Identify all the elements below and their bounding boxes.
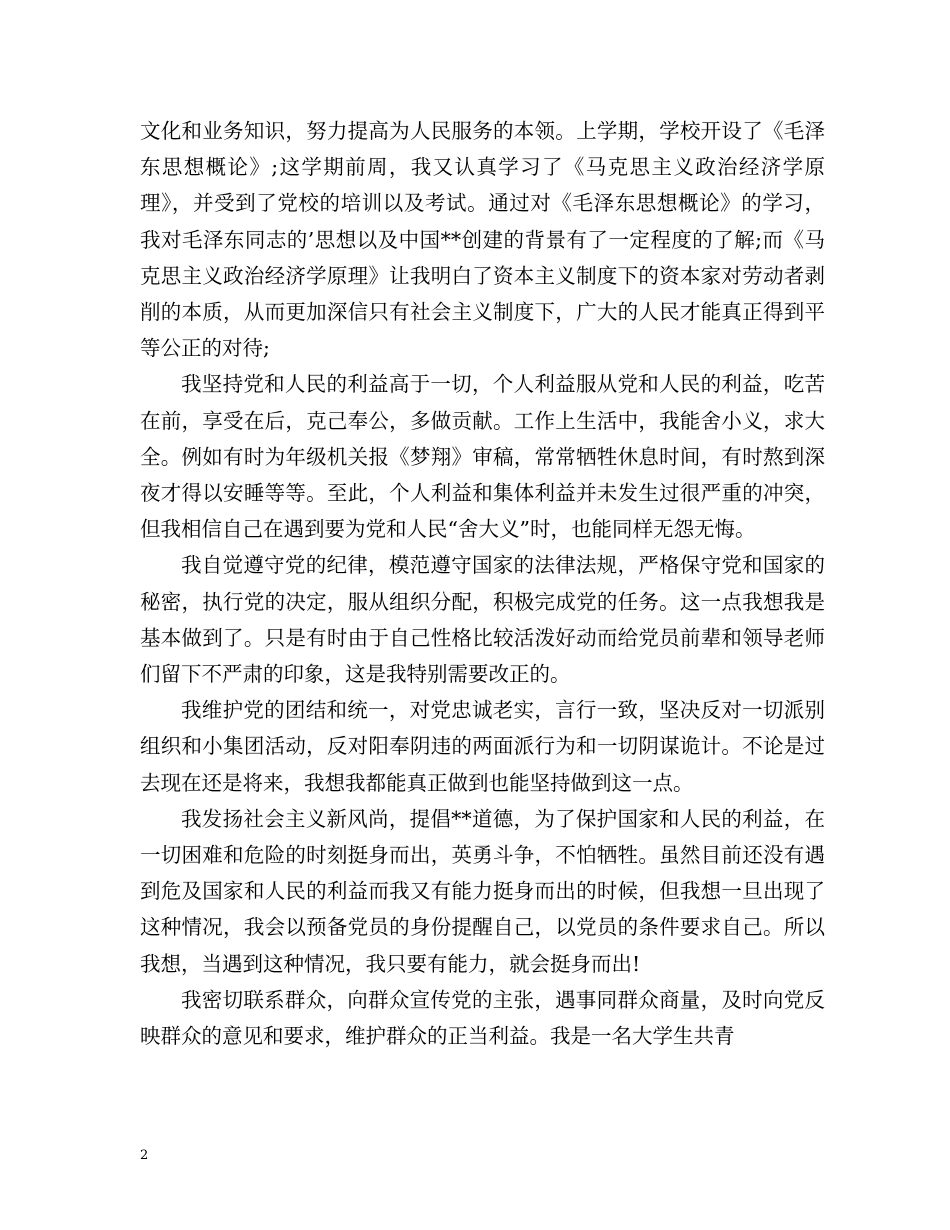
body-text — [140, 113, 825, 1054]
page-number: 2 — [140, 1148, 149, 1163]
paragraph-1: 文化和业务知识，努力提高为人民服务的本领。上学期，学校开设了《毛泽东思想概论》;这学期前周，我又认真学习了《马克思主义政治经济学原理》，并受到了党校的培训以及考试。通过对《毛泽东思想概论》的学习，我对毛泽东同志的’思想以及中国**创建的背景有了一定程度的了解;而《马克思主义政治经济学原理》让我明白了资本主义制度下的资本家对劳动者剥削的本质，从而更加深信只有社会主义制度下，广大的人民才能真正得到平等公正的对待; — [140, 119, 825, 361]
paragraph-5: 我发扬社会主义新风尚，提倡**道德，为了保护国家和人民的利益，在一切困难和危险的时刻挺身而出，英勇斗争，不怕牺牲。虽然目前还没有遇到危及国家和人民的利益而我又有能力挺身而出的时候，但我想一旦出现了这种情况，我会以预备党员的身份提醒自己，以党员的条件要求自己。所以我想，当遇到这种情况，我只要有能力，就会挺身而出! — [140, 806, 825, 976]
paragraph-4: 我维护党的团结和统一，对党忠诚老实，言行一致，坚决反对一切派别组织和小集团活动，反对阳奉阴违的两面派行为和一切阴谋诡计。不论是过去现在还是将来，我想我都能真正做到也能坚持做到这一点。 — [140, 698, 825, 795]
paragraph-6: 我密切联系群众，向群众宣传党的主张，遇事同群众商量，及时向党反映群众的意见和要求，维护群众的正当利益。我是一名大学生共青 — [140, 987, 825, 1049]
paragraph-3: 我自觉遵守党的纪律，模范遵守国家的法律法规，严格保守党和国家的秘密，执行党的决定，服从组织分配，积极完成党的任务。这一点我想我是基本做到了。只是有时由于自己性格比较活泼好动而给党员前辈和领导老师们留下不严肃的印象，这是我特别需要改正的。 — [140, 553, 825, 687]
paragraph-2: 我坚持党和人民的利益高于一切，个人利益服从党和人民的利益，吃苦在前，享受在后，克己奉公，多做贡献。工作上生活中，我能舍小义，求大全。例如有时为年级机关报《梦翔》审稿，常常牺牲休息时间，有时熬到深夜才得以安睡等等。至此，个人利益和集体利益并未发生过很严重的冲突，但我相信自己在遇到要为党和人民“舍大义”时，也能同样无怨无悔。 — [140, 372, 825, 542]
